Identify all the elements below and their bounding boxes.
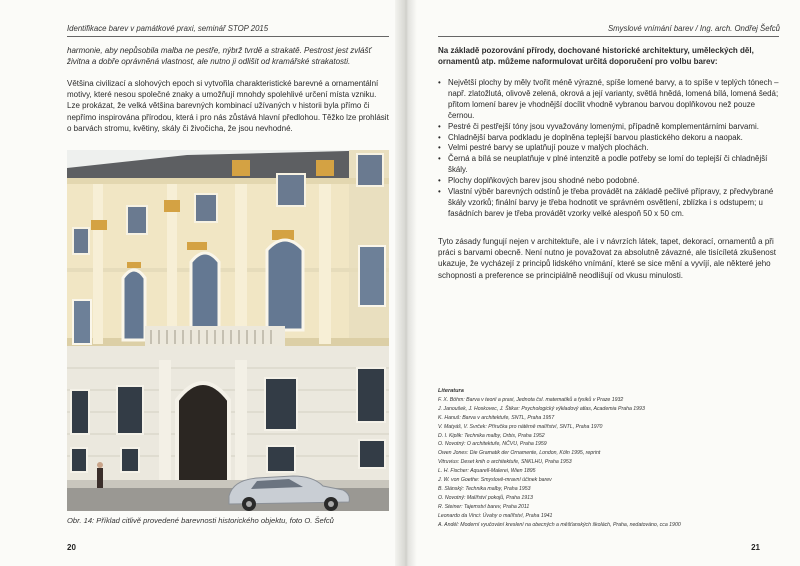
literature-item: A. Andél: Moderní vyučování kreslení na obecných a měšťanských školách, Praha, nedatováno, cca 1900 xyxy=(438,521,681,528)
literature-item: Vitruvius: Deset knih o architektuře, SNKLHU, Praha 1953 xyxy=(438,459,572,466)
literature-item: L. H. Fischer: Aquarell-Malerei, Wien 1895 xyxy=(438,468,536,475)
recommendation-item: • Plochy doplňkových barev jsou shodné nebo podobné. xyxy=(438,176,779,187)
summary-paragraph: Tyto zásady fungují nejen v architektuře, ale i v návrzích látek, tapet, dekorací, ornamentů a při práci s barvami obecně. Není nutno je považovat za absolutně závazné, ale tisícíletá zkušenost ukazuje, že vycházejí z principů lidského vnímání, které se sice mění a vyvíjí, ale některé jeho schopnosti a preference se principiálně neodlišují od vkusu minulosti. xyxy=(438,237,776,280)
literature-title: Literatura xyxy=(438,388,464,394)
literature-item: J. Janoušek, J. Hoskovec, J. Štikar: Psychologický výkladový atlas, Academia Praha 1993 xyxy=(438,405,645,412)
recommendations-lead: Na základě pozorování přírody, dochované historické architektury, uměleckých děl, ornamentů atp. můžeme naformulovat určitá doporučení pro volbu barev: xyxy=(438,46,754,67)
right-header-rule xyxy=(438,36,779,37)
literature-item: O. Novotný: Malířství pokojů, Praha 1913 xyxy=(438,494,533,501)
left-running-header: Identifikace barev v památkové praxi, seminář STOP 2015 xyxy=(67,24,269,33)
literature-section xyxy=(438,387,779,530)
recommendation-item: • Pestré či pestřejší tóny jsou vyvažovány lomenými, případně komplementárními barvami. xyxy=(438,122,779,133)
right-page-number: 21 xyxy=(751,543,760,552)
literature-item: K. Hanuš: Barva v architektuře, SNTL, Praha 1957 xyxy=(438,414,555,421)
literature-item: Leonardo da Vinci: Úvahy o malířství, Praha 1941 xyxy=(438,512,553,519)
literature-item: B. Slánský: Technika malby, Praha 1953 xyxy=(438,485,531,492)
left-header-rule xyxy=(67,36,389,37)
literature-item: D. I. Kiplik: Technika malby, Orbis, Praha 1952 xyxy=(438,432,545,439)
recommendations-list xyxy=(438,78,779,220)
literature-item: O. Novotný: O architektuře, NČVU, Praha 1959 xyxy=(438,441,547,448)
recommendation-item: • Vlastní výběr barevných odstínů je třeba provádět na základě pečlivé přípravy, z předvybrané škály vzorků; finální barvy je třeba hodnotit ve správném osvětlení, zblízka i s odstupem; u fasádních barev je třeba provádět vzorky velké alespoň 50 x 50 cm. xyxy=(438,187,779,220)
photo-caption: Obr. 14: Příklad citlivě provedené barevnosti historického objektu, foto O. Šefců xyxy=(67,516,334,525)
right-page xyxy=(412,0,800,566)
left-body-paragraph: Většina civilizací a slohových epoch si vytvořila charakteristické barevné a ornamentální motivy, které nesou společné znaky a umožňují mnohdy spolehlivé určení místa vzniku. Lze prokázat, že velká většina barevných kombinací užívaných v historii byla přímo či nepřímo inspirována přírodou, která i pro nás zůstává hlavní předlohou. Těžko lze prohlásit o barvách stromu, květiny, skály či živočicha, že jsou nevhodné. xyxy=(67,79,389,133)
recommendation-item: • Největší plochy by měly tvořit méně výrazné, spíše lomené barvy, a to spíše v teplých tónech – např. zlatožlutá, olivově zelená, okrová a její varianty, světlá hnědá, lomená bílá, lomená šedá; přitom lomení barev je vhodnější docílit vhodně vybranou barvou doplňkovou než pouze černou. xyxy=(438,78,779,122)
right-running-header: Smyslové vnímání barev / Ing. arch. Ondřej Šefců xyxy=(607,24,780,33)
recommendation-item: • Černá a bílá se neuplatňuje v plné intenzitě a podle potřeby se lomí do teplejší či chladnější škály. xyxy=(438,154,779,176)
left-intro-paragraph: harmonie, aby nepůsobila malba ne pestře, nýbrž tvrdě a strakatě. Pestrost jest zvlášť živitna a dobře oprávněná vlastnost, ale nutno ji odlišit od kramářské strakatosti. xyxy=(67,46,372,67)
literature-item: F. X. Böhm: Barva v teorii a praxi, Jednota čsl. matematiků a fysiků v Praze 1932 xyxy=(438,396,624,403)
literature-item: J. W. von Goethe: Smyslově-mravní účinek barev xyxy=(438,477,552,484)
left-page-number: 20 xyxy=(67,543,76,552)
building-photo xyxy=(67,150,389,511)
literature-item: V. Matyáš, V. Svrček: Příručka pro nátěrně malířství, SNTL, Praha 1970 xyxy=(438,423,603,430)
recommendation-item: • Chladnější barva podkladu je doplněna teplejší barvou plastického dekoru a naopak. xyxy=(438,133,779,144)
literature-item: R. Steiner: Tajemství barev, Praha 2011 xyxy=(438,503,530,510)
literature-item: Owen Jones: Die Gramatik der Ornamente, London, Köln 1995, reprint xyxy=(438,450,601,457)
recommendation-item: • Velmi pestré barvy se uplatňují pouze v malých plochách. xyxy=(438,143,779,154)
